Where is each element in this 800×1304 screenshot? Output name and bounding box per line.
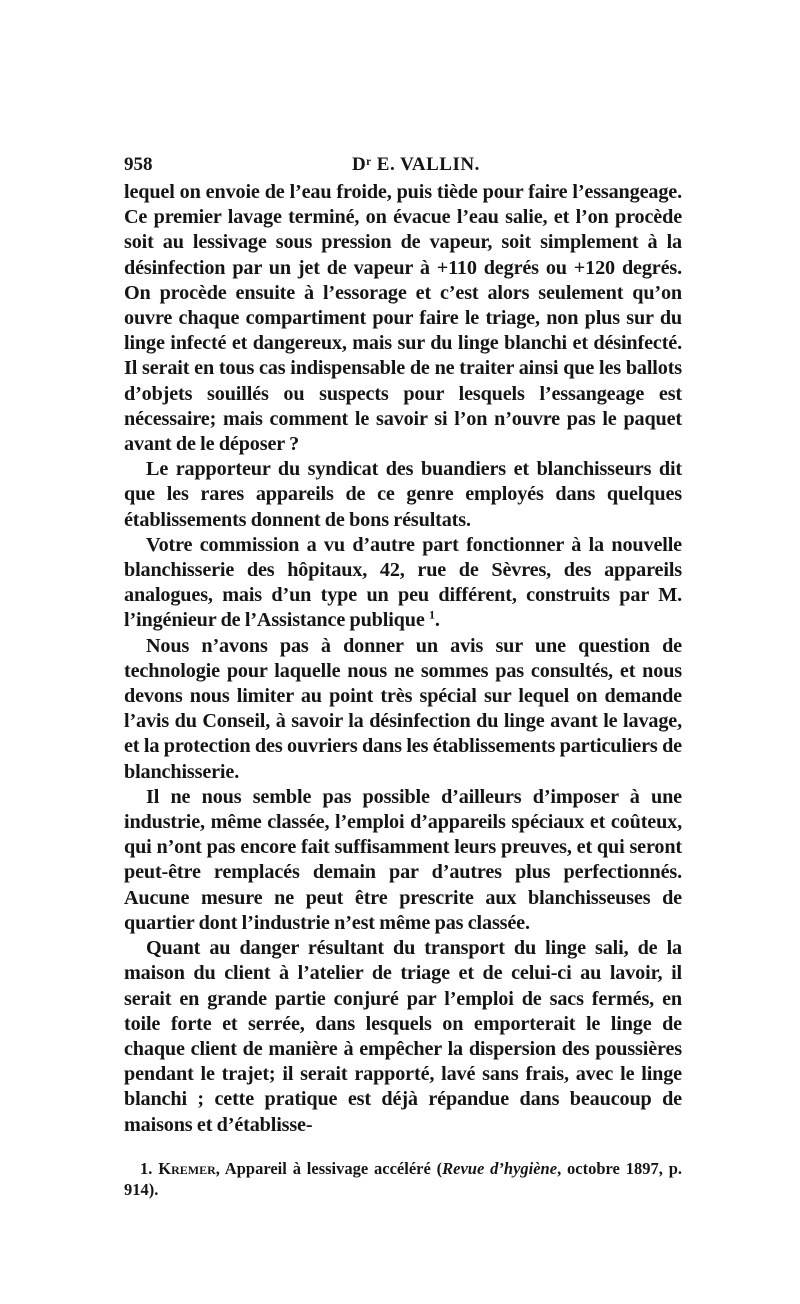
footnote-journal: Revue d’hygiène xyxy=(442,1158,558,1178)
footnote xyxy=(124,1158,682,1200)
footnote-reference: 1 xyxy=(429,607,435,622)
paragraph xyxy=(124,533,682,634)
paragraph: Il ne nous semble pas possible d’ailleurs d’imposer à une industrie, même classée, l’emploi d’appareils spéciaux et coûteux, qui n’ont pas encore fait suffisamment leurs preuves, et qui seront peut-être remplacés demain par d’autres plus perfectionnés. Aucune mesure ne peut être prescrite aux blanchisseuses de quartier dont l’industrie n’est même pas classée. xyxy=(124,785,682,934)
paragraph-end: . xyxy=(434,609,440,632)
paragraph-text: Votre commission a vu d’autre part fonctionner à la nouvelle blanchisserie des hôpitaux, 42, rue de Sèvres, des appareils analogues, mais d’un type un peu différent, construits par M. l’ingénieur de l’Assistance publique xyxy=(124,533,682,632)
paragraph: lequel on envoie de l’eau froide, puis tiède pour faire l’essangeage. Ce premier lavage terminé, on évacue l’eau salie, et l’on procède soit au lessivage sous pression de vapeur, soit simplement à la désinfection par un jet de vapeur à +110 degrés ou +120 degrés. On procède ensuite à l’essorage et c’est alors seulement qu’on ouvre chaque compartiment pour faire le triage, non plus sur du linge infecté et dangereux, mais sur du linge blanchi et désinfecté. Il serait en tous cas indispensable de ne traiter ainsi que les ballots d’objets souillés ou suspects pour lesquels l’essangeage est nécessaire; mais comment le savoir si l’on n’ouvre pas le paquet avant de le déposer ? xyxy=(124,181,682,456)
paragraph: Quant au danger résultant du transport du linge sali, de la maison du client à l’atelier de triage et de celui-ci au lavoir, il serait en grande partie conjuré par l’emploi de sacs fermés, en toile forte et serrée, dans lesquels on emporterait le linge de chaque client de manière à empêcher la dispersion des poussières pendant le trajet; il serait rapporté, lavé sans frais, avec le linge blanchi ; cette pratique est déjà répandue dans beaucoup de maisons et d’établisse- xyxy=(124,937,682,1136)
footnote-author: Kremer xyxy=(158,1158,216,1178)
paragraph: Le rapporteur du syndicat des buandiers et blanchisseurs dit que les rares appareils de ce genre employés dans quelques établissements donnent de bons résultats. xyxy=(124,458,682,531)
body-text xyxy=(124,180,682,1138)
page xyxy=(124,150,682,1200)
page-header xyxy=(124,150,682,176)
running-head: Dʳ E. VALLIN. xyxy=(352,154,480,175)
footnote-text-end: , octobre 1897, p. 914). xyxy=(124,1158,682,1199)
paragraph: Nous n’avons pas à donner un avis sur une question de technologie pour laquelle nous ne sommes pas consultés, et nous devons nous limiter au point très spécial sur lequel on demande l’avis du Conseil, à savoir la désinfection du linge avant le lavage, et la protection des ouvriers dans les établissements particuliers de blanchisserie. xyxy=(124,634,682,783)
page-number: 958 xyxy=(124,154,153,175)
footnote-number: 1. xyxy=(140,1158,153,1178)
footnote-text: , Appareil à lessivage accéléré ( xyxy=(215,1158,443,1178)
